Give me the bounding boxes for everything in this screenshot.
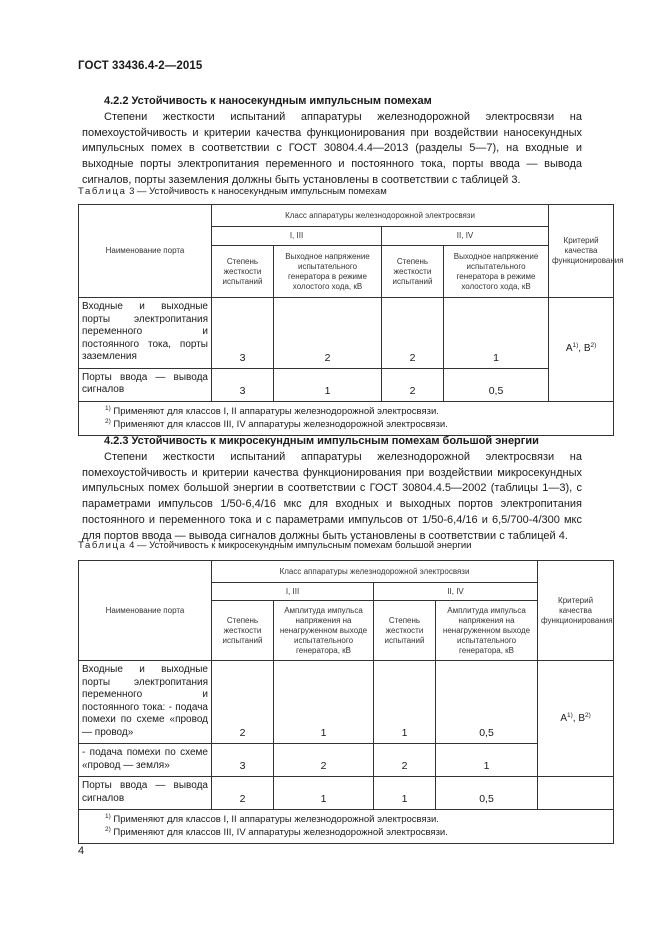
table3-cell: 3 [212,298,274,369]
table3-row-name: Входные и выходные порты электропитания переменного и постоянного тока, порты заземления [79,298,212,369]
table4-cell: 1 [274,777,374,810]
table3-caption-text: 3 — Устойчивость к наносекундным импульсным помехам [129,186,387,197]
table3-sub-degree-2: Степень жесткости испытаний [382,246,444,298]
table4-sub-amplitude-1: Амплитуда импульса напряжения на ненагруженном выходе испытательного генератора, кВ [274,601,374,661]
table4-col-criterion: Критерий качества функционирования [538,561,614,661]
table4-sub-degree-1: Степень жесткости испытаний [212,601,274,661]
table4-header-row-1 [79,561,614,583]
table3-notes-row [79,401,614,435]
table4-cell: 1 [374,777,436,810]
table4-note-2: $^{2)}$ Применяют для классов III, IV аппаратуры железнодорожной электросвязи. [105,826,448,838]
table3-row-name: Порты ввода — вывода сигналов [79,368,212,401]
table3-cell: 3 [212,368,274,401]
table3-cell: 2 [274,298,382,369]
section-heading-4-2-3: 4.2.3 Устойчивость к микросекундным импульсным помехам большой энергии [104,435,539,447]
table4-note-1: $^{1)}$ Применяют для классов I, II аппаратуры железнодорожной электросвязи. [105,813,439,825]
table4-cell: 3 [212,744,274,777]
table4-class-header: Класс аппаратуры железнодорожной электросвязи [212,561,538,583]
table3-sub-voltage-2: Выходное напряжение испытательного генератора в режиме холостого хода, кВ [444,246,549,298]
table3-cell: 0,5 [444,368,549,401]
table4-caption-text: 4 — Устойчивость к микросекундным импульсным помехам большой энергии [129,540,472,551]
table4-criterion: $А^{1)}$, $В^{2)}$ [538,661,614,777]
table3-caption [78,186,387,197]
table3-group-2: II, IV [382,227,549,246]
table3-cell: 1 [444,298,549,369]
table4-criterion-empty [538,777,614,810]
table4-cell: 2 [374,744,436,777]
table4-cell: 2 [212,777,274,810]
table3-sub-degree-1: Степень жесткости испытаний [212,246,274,298]
table4-caption-label: Таблица [78,540,127,551]
table3-row [79,298,614,369]
table4-cell: 2 [274,744,374,777]
table4-row [79,777,614,810]
page-number: 4 [78,845,85,857]
table4-cell: 0,5 [436,777,538,810]
table4-notes-row [79,810,614,844]
table4-group-1: I, III [212,583,374,601]
table4-cell: 1 [274,661,374,744]
table4-row [79,661,614,744]
table3-sub-voltage-1: Выходное напряжение испытательного генератора в режиме холостого хода, кВ [274,246,382,298]
table3-group-1: I, III [212,227,382,246]
table3-cell: 2 [382,368,444,401]
table4-cell: 1 [374,661,436,744]
table3-criterion: $А^{1)}$, $В^{2)}$ [549,298,614,402]
table4-notes [79,810,614,844]
table4-cell: 1 [436,744,538,777]
section-heading-4-2-2: 4.2.2 Устойчивость к наносекундным импульсным помехам [104,95,432,107]
table3-note-2: $^{2)}$ Применяют для классов III, IV аппаратуры железнодорожной электросвязи. [105,417,448,430]
table4-cell: 0,5 [436,661,538,744]
table4-sub-amplitude-2: Амплитуда импульса напряжения на ненагруженном выходе испытательного генератора, кВ [436,601,538,661]
table3-col-criterion: Критерий качества функционирования [549,205,614,298]
table3-cell: 1 [274,368,382,401]
table4-group-2: II, IV [374,583,538,601]
table4-row-name: Входные и выходные порты электропитания переменного и постоянного тока: - подача помехи по схеме «провод — провод» [79,661,212,744]
table3-caption-label: Таблица [78,186,127,197]
table4-cell: 2 [212,661,274,744]
table4-row [79,744,614,777]
table3-note-1: $^{1)}$ Применяют для классов I, II аппаратуры железнодорожной электросвязи. [105,404,439,417]
table3-header-row-1 [79,205,614,227]
table4-row-name: - подача помехи по схеме «провод — земля» [79,744,212,777]
table3-col-port: Наименование порта [79,205,212,298]
table4-caption [78,540,472,551]
table4-row-name: Порты ввода — вывода сигналов [79,777,212,810]
table3-row [79,368,614,401]
document-header: ГОСТ 33436.4-2—2015 [78,60,203,72]
table4-sub-degree-2: Степень жесткости испытаний [374,601,436,661]
section-paragraph-4-2-2: Степени жесткости испытаний аппаратуры железнодорожной электросвязи на помехоустойчивость и критерии качества функционирования при воздействии наносекундных импульсных помех в соответствии с ГОСТ 30804.4.4—2013 (разделы 5—7), на входные и выходные порты электропитания переменного и постоянного тока, порты ввода — вывода сигналов, порты заземления должны быть установлены в соответствии с таблицей 3. [82,111,582,186]
table3-class-header: Класс аппаратуры железнодорожной электросвязи [212,205,549,227]
section-paragraph-4-2-3: Степени жесткости испытаний аппаратуры железнодорожной электросвязи на помехоустойчивость и критерии качества функционирования при воздействии микросекундных импульсных помех большой энергии в соответствии с ГОСТ 30804.4.5—2002 (таблицы 1—3), с параметрами импульсов 1/50-6,4/16 мкс для входных и выходных портов электропитания постоянного и переменного тока и с параметрами импульсов от 1/50-6,4/16 и 6,5/700-4/300 мкс для портов ввода — вывода сигналов должны быть установлены в соответствии с таблицей 4. [82,451,582,542]
table3-notes [79,401,614,435]
table-3 [78,204,624,436]
table4-col-port: Наименование порта [79,561,212,661]
table-4 [78,560,614,844]
table3-cell: 2 [382,298,444,369]
